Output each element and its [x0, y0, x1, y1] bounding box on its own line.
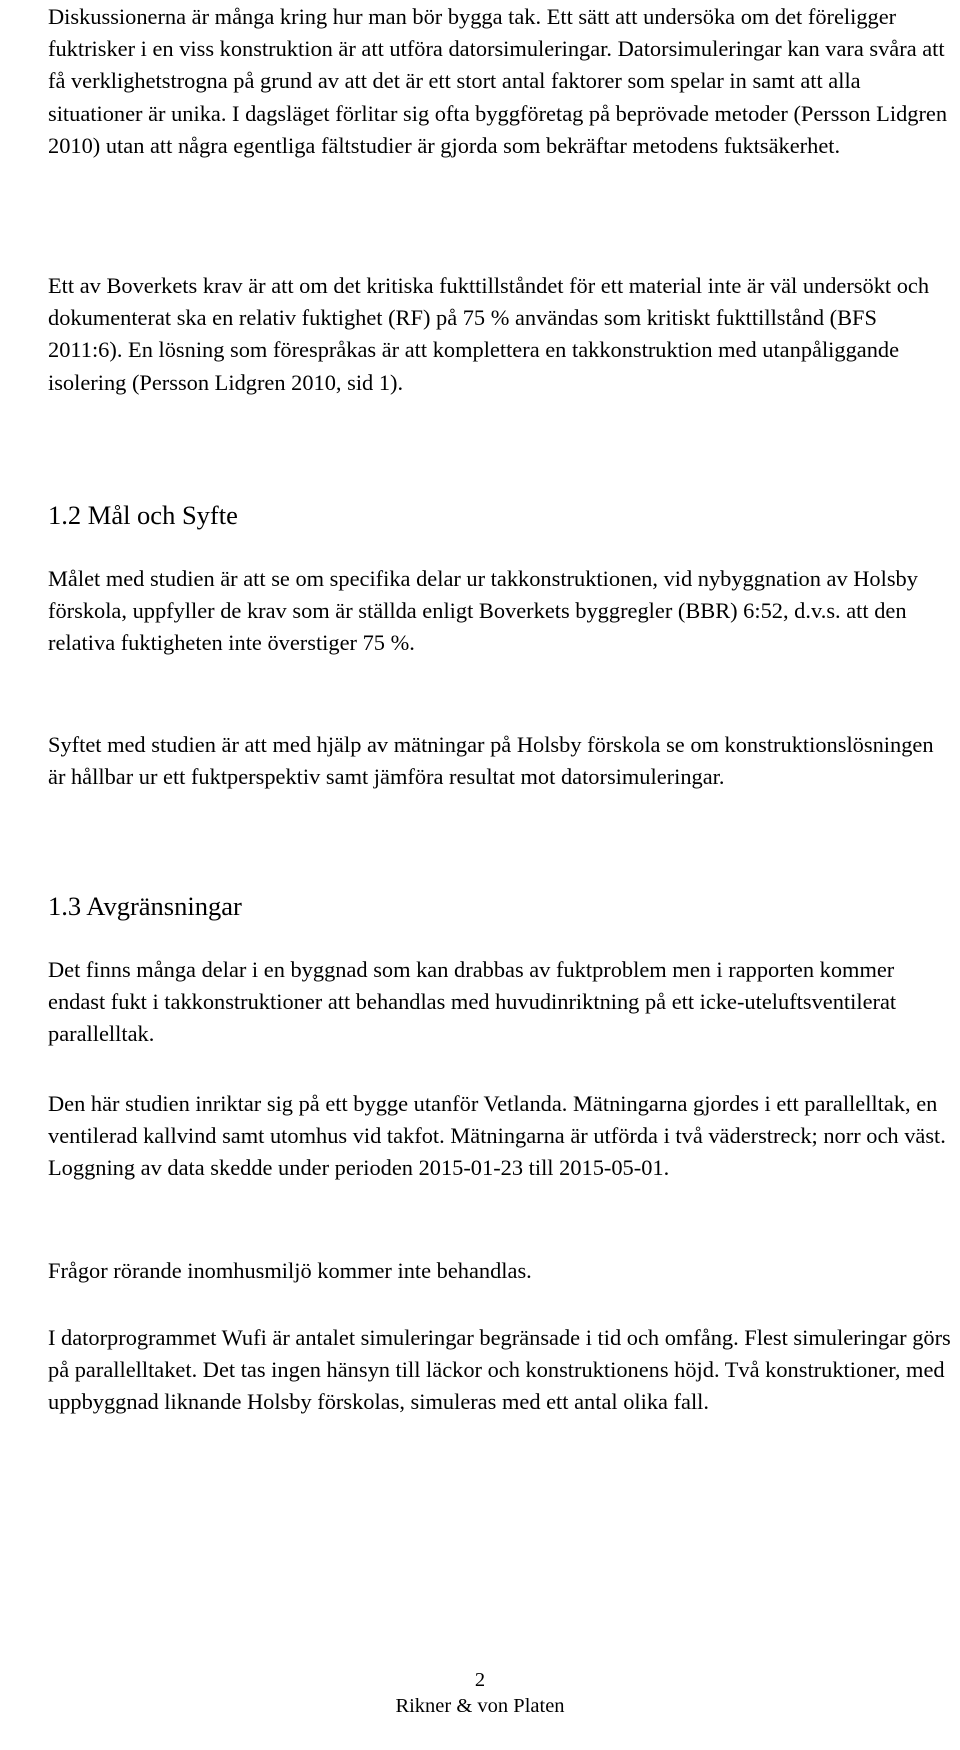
- heading-delimitations: 1.3 Avgränsningar: [48, 891, 242, 921]
- heading-goal-and-purpose: 1.2 Mål och Syfte: [48, 500, 238, 530]
- paragraph-delimitation-site: Den här studien inriktar sig på ett bygge utanför Vetlanda. Mätningarna gjordes i ett parallelltak, en ventilerad kallvind samt utomhus vid takfot. Mätningarna är utförda i två väderstreck; norr och väst. Loggning av data skedde under perioden 2015-01-23 till 2015-05-01.: [48, 1091, 946, 1181]
- page-number: 2: [474, 1669, 486, 1691]
- footer-authors: Rikner & von Platen: [395, 1695, 565, 1717]
- paragraph-goal: Målet med studien är att se om specifika delar ur takkonstruktionen, vid nybyggnation av Holsby förskola, uppfyller de krav som är ställda enligt Boverkets byggregler (BBR) 6:52, d.v.s. att den relativa fuktigheten inte överstiger 75 %.: [48, 566, 918, 656]
- paragraph-delimitation-indoor: Frågor rörande inomhusmiljö kommer inte behandlas.: [48, 1258, 532, 1283]
- paragraph-purpose: Syftet med studien är att med hjälp av mätningar på Holsby förskola se om konstruktionslösningen är hållbar ur ett fuktperspektiv samt jämföra resultat mot datorsimuleringar.: [48, 732, 934, 790]
- paragraph-delimitation-scope: Det finns många delar i en byggnad som kan drabbas av fuktproblem men i rapporten kommer endast fukt i takkonstruktioner att behandlas med huvudinriktning på ett icke-uteluftsventilerat parallelltak.: [48, 957, 897, 1047]
- paragraph-boverket-requirements: Ett av Boverkets krav är att om det kritiska fukttillståndet för ett material inte är väl undersökt och dokumenterat ska en relativ fuktighet (RF) på 75 % användas som kritiskt fukttillstånd (BFS 2011:6). En lösning som förespråkas är att komplettera en takkonstruktion med utanpåliggande isolering (Persson Lidgren 2010, sid 1).: [48, 273, 930, 395]
- paragraph-delimitation-wufi: I datorprogrammet Wufi är antalet simuleringar begränsade i tid och omfång. Flest simuleringar görs på parallelltaket. Det tas ingen hänsyn till läckor och konstruktionens höjd. Två konstruktioner, med uppbyggnad liknande Holsby förskolas, simuleras med ett antal olika fall.: [48, 1325, 951, 1415]
- paragraph-background: Diskussionerna är många kring hur man bör bygga tak. Ett sätt att undersöka om det föreligger fuktrisker i en viss konstruktion är att utföra datorsimuleringar. Datorsimuleringar kan vara svåra att få verklighetstrogna på grund av att det är ett stort antal faktorer som spelar in samt att alla situationer är unika. I dagsläget förlitar sig ofta byggföretag på beprövade metoder (Persson Lidgren 2010) utan att några egentliga fältstudier är gjorda som bekräftar metodens fuktsäkerhet.: [48, 4, 948, 158]
